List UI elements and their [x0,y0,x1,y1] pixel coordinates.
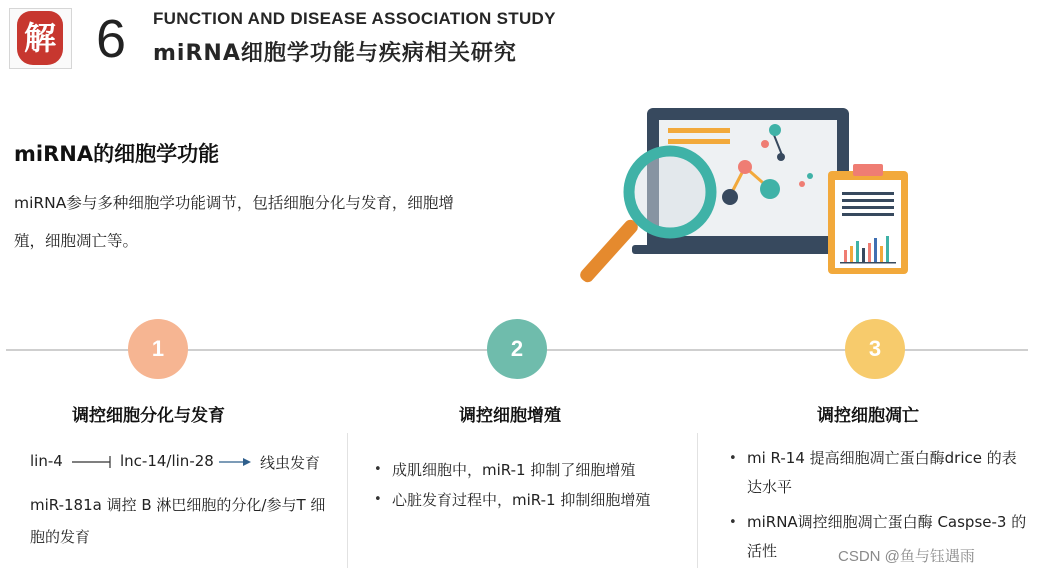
step-1-text: miR-181a 调控 B 淋巴细胞的分化/参与T 细胞的发育 [30,496,326,546]
pathway-node-lnc14: lnc-14/lin-28 [120,452,214,470]
magnifier-icon [578,151,711,285]
pathway-node-development: 线虫发育 [260,454,321,472]
column-divider [697,433,698,568]
list-item: • 心脏发育过程中，miR-1 抑制细胞增殖 [372,485,692,515]
research-illustration [570,100,915,300]
watermark: CSDN @鱼与钰遇雨 [838,548,975,565]
list-item: • miRNA调控细胞凋亡蛋白酶 Caspse-3 的活性 [727,508,1027,566]
section-title: miRNA的细胞学功能 [14,142,220,166]
arrow-right-icon [217,455,253,469]
page-number: 6 [96,9,127,69]
pathway-diagram [30,452,350,474]
section-description: miRNA参与多种细胞学功能调节，包括细胞分化与发育，细胞增殖，细胞凋亡等。 [14,194,454,250]
step-3-title: 调控细胞凋亡 [817,406,919,426]
step-2-list [372,455,692,515]
inhibition-arrow-icon [70,455,116,469]
title-chinese: miRNA细胞学功能与疾病相关研究 [153,41,517,66]
pathway-node-lin4: lin-4 [30,452,63,470]
step-3-marker: 3 [845,319,905,379]
seal-logo-char: 解 [23,19,56,57]
step-2-marker: 2 [487,319,547,379]
step-2-title: 调控细胞增殖 [459,406,561,426]
step-1-marker: 1 [128,319,188,379]
list-item: • 成肌细胞中，miR-1 抑制了细胞增殖 [372,455,692,485]
title-english: FUNCTION AND DISEASE ASSOCIATION STUDY [153,9,556,28]
list-item: • mi R-14 提高细胞凋亡蛋白酶drice 的表达水平 [727,444,1027,502]
step-1-title: 调控细胞分化与发育 [72,406,225,426]
